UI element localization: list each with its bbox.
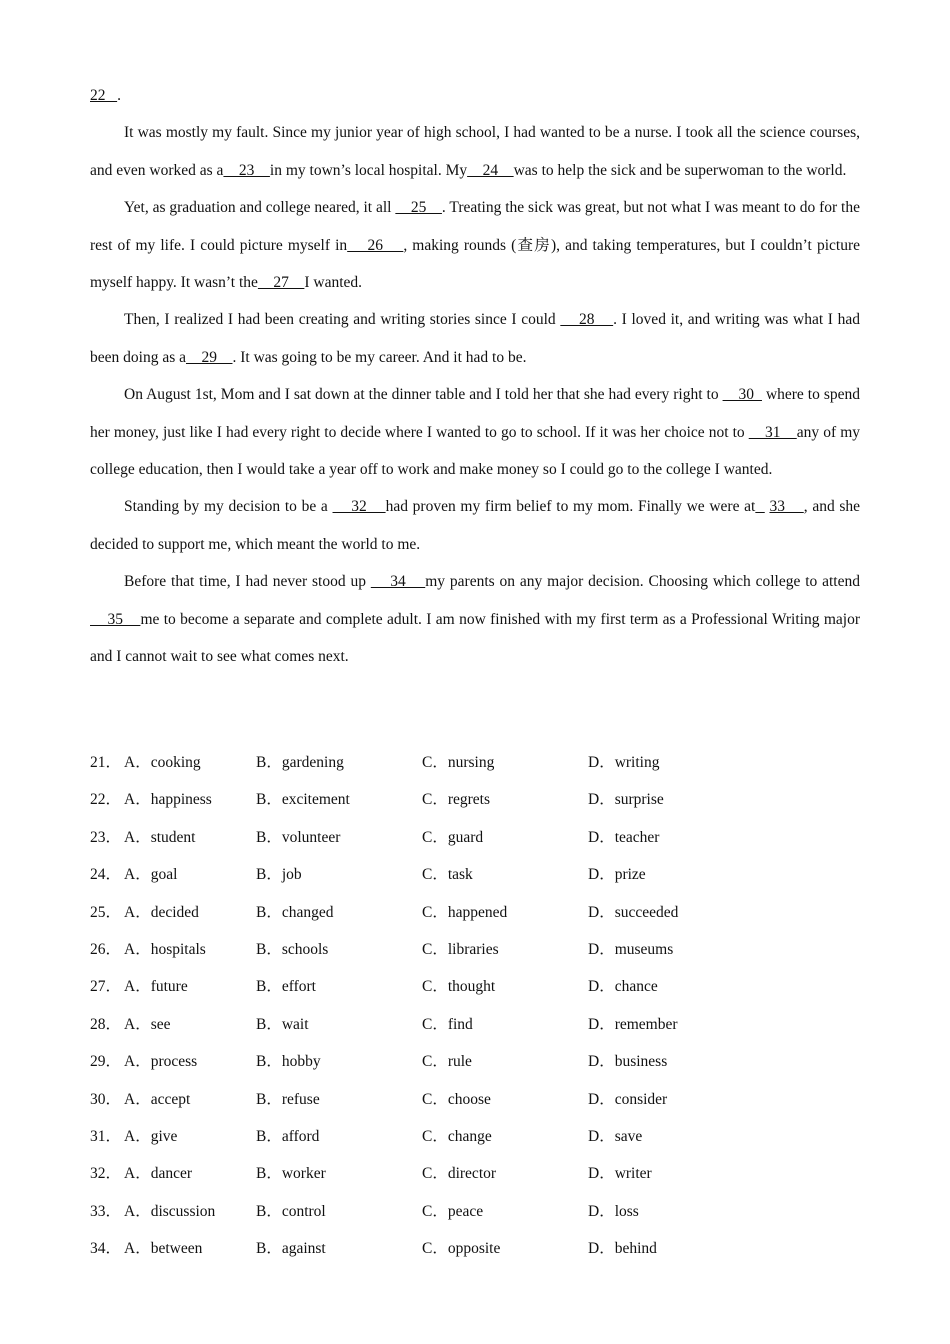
option-c: C．task (422, 866, 473, 884)
question-row (90, 894, 860, 931)
option-d: D．teacher (588, 828, 660, 846)
option-b: B．gardening (256, 754, 344, 771)
passage-paragraph (90, 488, 860, 563)
question-row (90, 1081, 860, 1118)
answer-blank: 33 (769, 498, 804, 516)
question-row (90, 819, 860, 856)
passage-text: any of my college education, then I would take a year off to work and make money so I could go to the college I wanted. (90, 423, 860, 479)
passage-paragraph (90, 114, 860, 189)
answer-blank: 31 (748, 423, 797, 441)
question-number: 30． (90, 1090, 122, 1108)
question-number: 24． (90, 866, 122, 884)
question-number: 34． (90, 1240, 122, 1258)
option-b: B．schools (256, 940, 329, 958)
option-c: C．libraries (422, 940, 499, 958)
answer-blank (755, 498, 764, 515)
question-number: 28． (90, 1015, 122, 1033)
question-number: 31． (90, 1127, 122, 1145)
option-a: A．between (124, 1240, 203, 1258)
option-a: A．cooking (124, 754, 201, 771)
passage-text: Standing by my decision to be a (124, 498, 333, 516)
option-b: B．worker (256, 1165, 326, 1183)
option-a: A．accept (124, 1090, 191, 1108)
cloze-passage (90, 77, 860, 676)
option-d: D．writing (588, 754, 660, 771)
passage-paragraph (90, 376, 860, 488)
passage-text: Then, I realized I had been creating and writing stories since I could (124, 311, 561, 329)
passage-paragraph (90, 77, 860, 114)
answer-blank: 35 (90, 610, 141, 628)
option-b: B．afford (256, 1127, 320, 1145)
option-d: D．loss (588, 1202, 639, 1220)
question-number: 29． (90, 1053, 122, 1071)
passage-text: Before that time, I had never stood up (124, 573, 371, 591)
option-d: D．chance (588, 978, 658, 996)
question-row (90, 856, 860, 893)
passage-text: in my town’s local hospital. My (269, 161, 468, 179)
question-row (90, 1118, 860, 1155)
option-a: A．process (124, 1053, 198, 1071)
option-c: C．rule (422, 1053, 472, 1071)
answer-blank: 24 (467, 161, 514, 179)
question-number: 25． (90, 903, 122, 921)
passage-text: , making rounds (查房), and taking temperatures, but I couldn’t picture myself happy. It wasn’t the (90, 236, 860, 292)
option-c: C．find (422, 1015, 473, 1033)
question-row (90, 1230, 860, 1267)
option-c: C．peace (422, 1202, 484, 1220)
passage-text: was to help the sick and be superwoman to the world. (513, 161, 847, 179)
question-options (90, 744, 860, 1267)
option-b: B．job (256, 866, 302, 884)
option-d: D．prize (588, 866, 646, 884)
question-row (90, 744, 860, 781)
option-b: B．refuse (256, 1090, 320, 1108)
option-c: C．thought (422, 978, 496, 996)
passage-text: It was mostly my fault. Since my junior year of high school, I had wanted to be a nurse. I took all the science courses, and even worked as a (90, 124, 860, 179)
passage-text: me to become a separate and complete adult. I am now finished with my first term as a Professional Writing major and I cannot wait to see what comes next. (90, 610, 860, 666)
answer-blank: 29 (185, 348, 233, 366)
question-number: 21． (90, 754, 122, 771)
option-a: A．goal (124, 866, 178, 884)
answer-blank: 28 (560, 311, 614, 329)
option-a: A．hospitals (124, 940, 206, 958)
option-b: B．changed (256, 903, 334, 921)
question-number: 27． (90, 978, 122, 996)
option-c: C．guard (422, 828, 484, 846)
answer-blank: 22 (90, 87, 106, 104)
option-d: D．business (588, 1053, 668, 1071)
question-row (90, 1006, 860, 1043)
answer-blank (106, 87, 118, 104)
option-a: A．dancer (124, 1165, 192, 1183)
passage-paragraph (90, 563, 860, 675)
option-c: C．regrets (422, 791, 491, 809)
passage-text: where to spend her money, just like I had every right to decide where I wanted to go to school. If it was her choice not to (90, 386, 860, 441)
option-a: A．student (124, 828, 196, 846)
question-number: 33． (90, 1202, 122, 1220)
answer-blank: 32 (332, 498, 386, 516)
passage-text: I wanted. (304, 274, 363, 292)
passage-text: . I loved it, and writing was what I had been doing as a (90, 311, 860, 366)
option-b: B．wait (256, 1015, 309, 1033)
option-b: B．against (256, 1240, 326, 1258)
question-number: 32． (90, 1165, 122, 1183)
option-d: D．museums (588, 940, 674, 958)
question-number: 26． (90, 940, 122, 958)
answer-blank: 27 (257, 274, 305, 292)
option-a: A．future (124, 978, 188, 996)
option-b: B．control (256, 1202, 326, 1220)
option-d: D．save (588, 1127, 643, 1145)
passage-text: . Treating the sick was great, but not what I was meant to do for the rest of my life. I could picture myself in (90, 199, 860, 254)
passage-text: . It was going to be my career. And it had to be. (232, 348, 527, 366)
answer-blank: 23 (223, 161, 270, 179)
passage-text: On August 1st, Mom and I sat down at the dinner table and I told her that she had every right to (124, 386, 723, 404)
question-row (90, 781, 860, 818)
passage-text: Yet, as graduation and college neared, it all (124, 199, 396, 217)
option-c: C．director (422, 1165, 497, 1183)
option-d: D．succeeded (588, 903, 679, 921)
passage-text: my parents on any major decision. Choosing which college to attend (425, 573, 860, 591)
passage-text: , and she decided to support me, which meant the world to me. (90, 498, 861, 553)
question-row (90, 1043, 860, 1080)
option-a: A．see (124, 1015, 171, 1033)
answer-blank: 30 (722, 386, 762, 404)
answer-blank: 26 (347, 236, 404, 254)
option-c: C．choose (422, 1090, 491, 1108)
option-c: C．opposite (422, 1240, 501, 1258)
option-b: B．excitement (256, 791, 350, 809)
passage-paragraph (90, 189, 860, 301)
question-row (90, 1193, 860, 1230)
question-number: 23． (90, 828, 122, 846)
option-c: C．happened (422, 903, 508, 921)
answer-blank: 25 (395, 199, 442, 217)
option-a: A．decided (124, 903, 199, 921)
option-d: D．remember (588, 1015, 678, 1033)
option-a: A．discussion (124, 1202, 216, 1220)
option-c: C．change (422, 1127, 492, 1145)
option-a: A．happiness (124, 791, 212, 809)
passage-text: had proven my firm belief to my mom. Finally we were at (385, 498, 756, 516)
question-row (90, 968, 860, 1005)
answer-blank: 34 (370, 573, 426, 591)
question-row (90, 931, 860, 968)
question-number: 22． (90, 791, 122, 809)
option-b: B．hobby (256, 1053, 321, 1071)
passage-paragraph (90, 301, 860, 376)
option-d: D．surprise (588, 791, 664, 809)
option-b: B．effort (256, 978, 316, 996)
question-row (90, 1155, 860, 1192)
option-d: D．behind (588, 1240, 657, 1258)
option-d: D．writer (588, 1165, 652, 1183)
option-a: A．give (124, 1127, 178, 1145)
option-b: B．volunteer (256, 828, 341, 846)
option-c: C．nursing (422, 754, 495, 771)
passage-text: . (117, 87, 121, 104)
option-d: D．consider (588, 1090, 668, 1108)
